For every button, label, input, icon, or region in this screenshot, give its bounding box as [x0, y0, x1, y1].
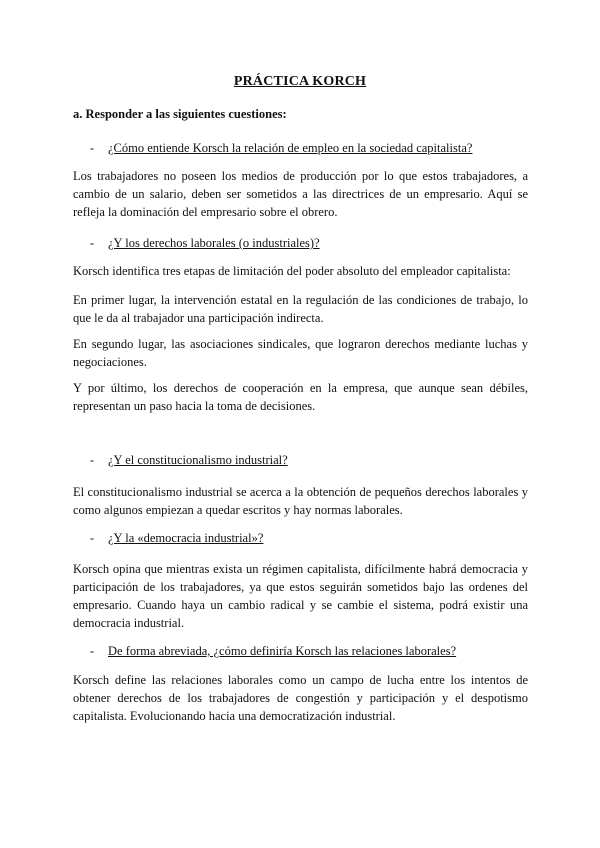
question-text: ¿Y el constitucionalismo industrial?	[108, 453, 288, 467]
question-text: ¿Cómo entiende Korsch la relación de empleo en la sociedad capitalista?	[108, 141, 473, 155]
answer-paragraph: Korsch define las relaciones laborales como un campo de lucha entre los intentos de obtener derechos de los trabajadores de congestión y participación y el despotismo capitalista. Evolucionando hacia una democratización industrial.	[73, 673, 528, 723]
answer-paragraph: Korsch opina que mientras exista un régimen capitalista, difícilmente habrá democracia y participación de los trabajadores, ya que estos seguirán sometidos bajo las ordenes del empresario. Cuando haya un cambio radical y se cambie el sistema, podrá existir una democracia industrial.	[73, 562, 528, 630]
bullet-dash: -	[90, 644, 95, 658]
question-3	[90, 453, 288, 468]
answer-paragraph: Korsch identifica tres etapas de limitación del poder absoluto del empleador capitalista:	[73, 264, 511, 278]
question-1	[90, 141, 472, 156]
bullet-dash: -	[90, 453, 95, 467]
question-4	[90, 531, 263, 546]
question-text: ¿Y la «democracia industrial»?	[108, 531, 264, 545]
bullet-dash: -	[90, 236, 95, 250]
section-heading: a. Responder a las siguientes cuestiones:	[73, 107, 287, 121]
question-text: De forma abreviada, ¿cómo definiría Korsch las relaciones laborales?	[108, 644, 457, 658]
answer-paragraph: En segundo lugar, las asociaciones sindicales, que lograron derechos mediante luchas y negociaciones.	[73, 337, 528, 369]
bullet-dash: -	[90, 141, 95, 155]
answer-paragraph: Y por último, los derechos de cooperación en la empresa, que aunque sean débiles, representan un paso hacia la toma de decisiones.	[73, 381, 528, 413]
bullet-dash: -	[90, 531, 95, 545]
question-text: ¿Y los derechos laborales (o industriales)?	[108, 236, 320, 250]
question-5	[90, 644, 456, 659]
answer-paragraph: Los trabajadores no poseen los medios de producción por lo que estos trabajadores, a cambio de un salario, deben ser sometidos a las directrices de un empresario. Aquí se refleja la dominación del empresario sobre el obrero.	[73, 169, 528, 219]
question-2	[90, 236, 320, 251]
answer-paragraph: En primer lugar, la intervención estatal en la regulación de las condiciones de trabajo, lo que le da al trabajador una participación indirecta.	[73, 293, 528, 325]
answer-paragraph: El constitucionalismo industrial se acerca a la obtención de pequeños derechos laborales y como algunos empiezan a quedar escritos y hay normas laborales.	[73, 485, 528, 517]
document-title: PRÁCTICA KORCH	[233, 74, 367, 89]
